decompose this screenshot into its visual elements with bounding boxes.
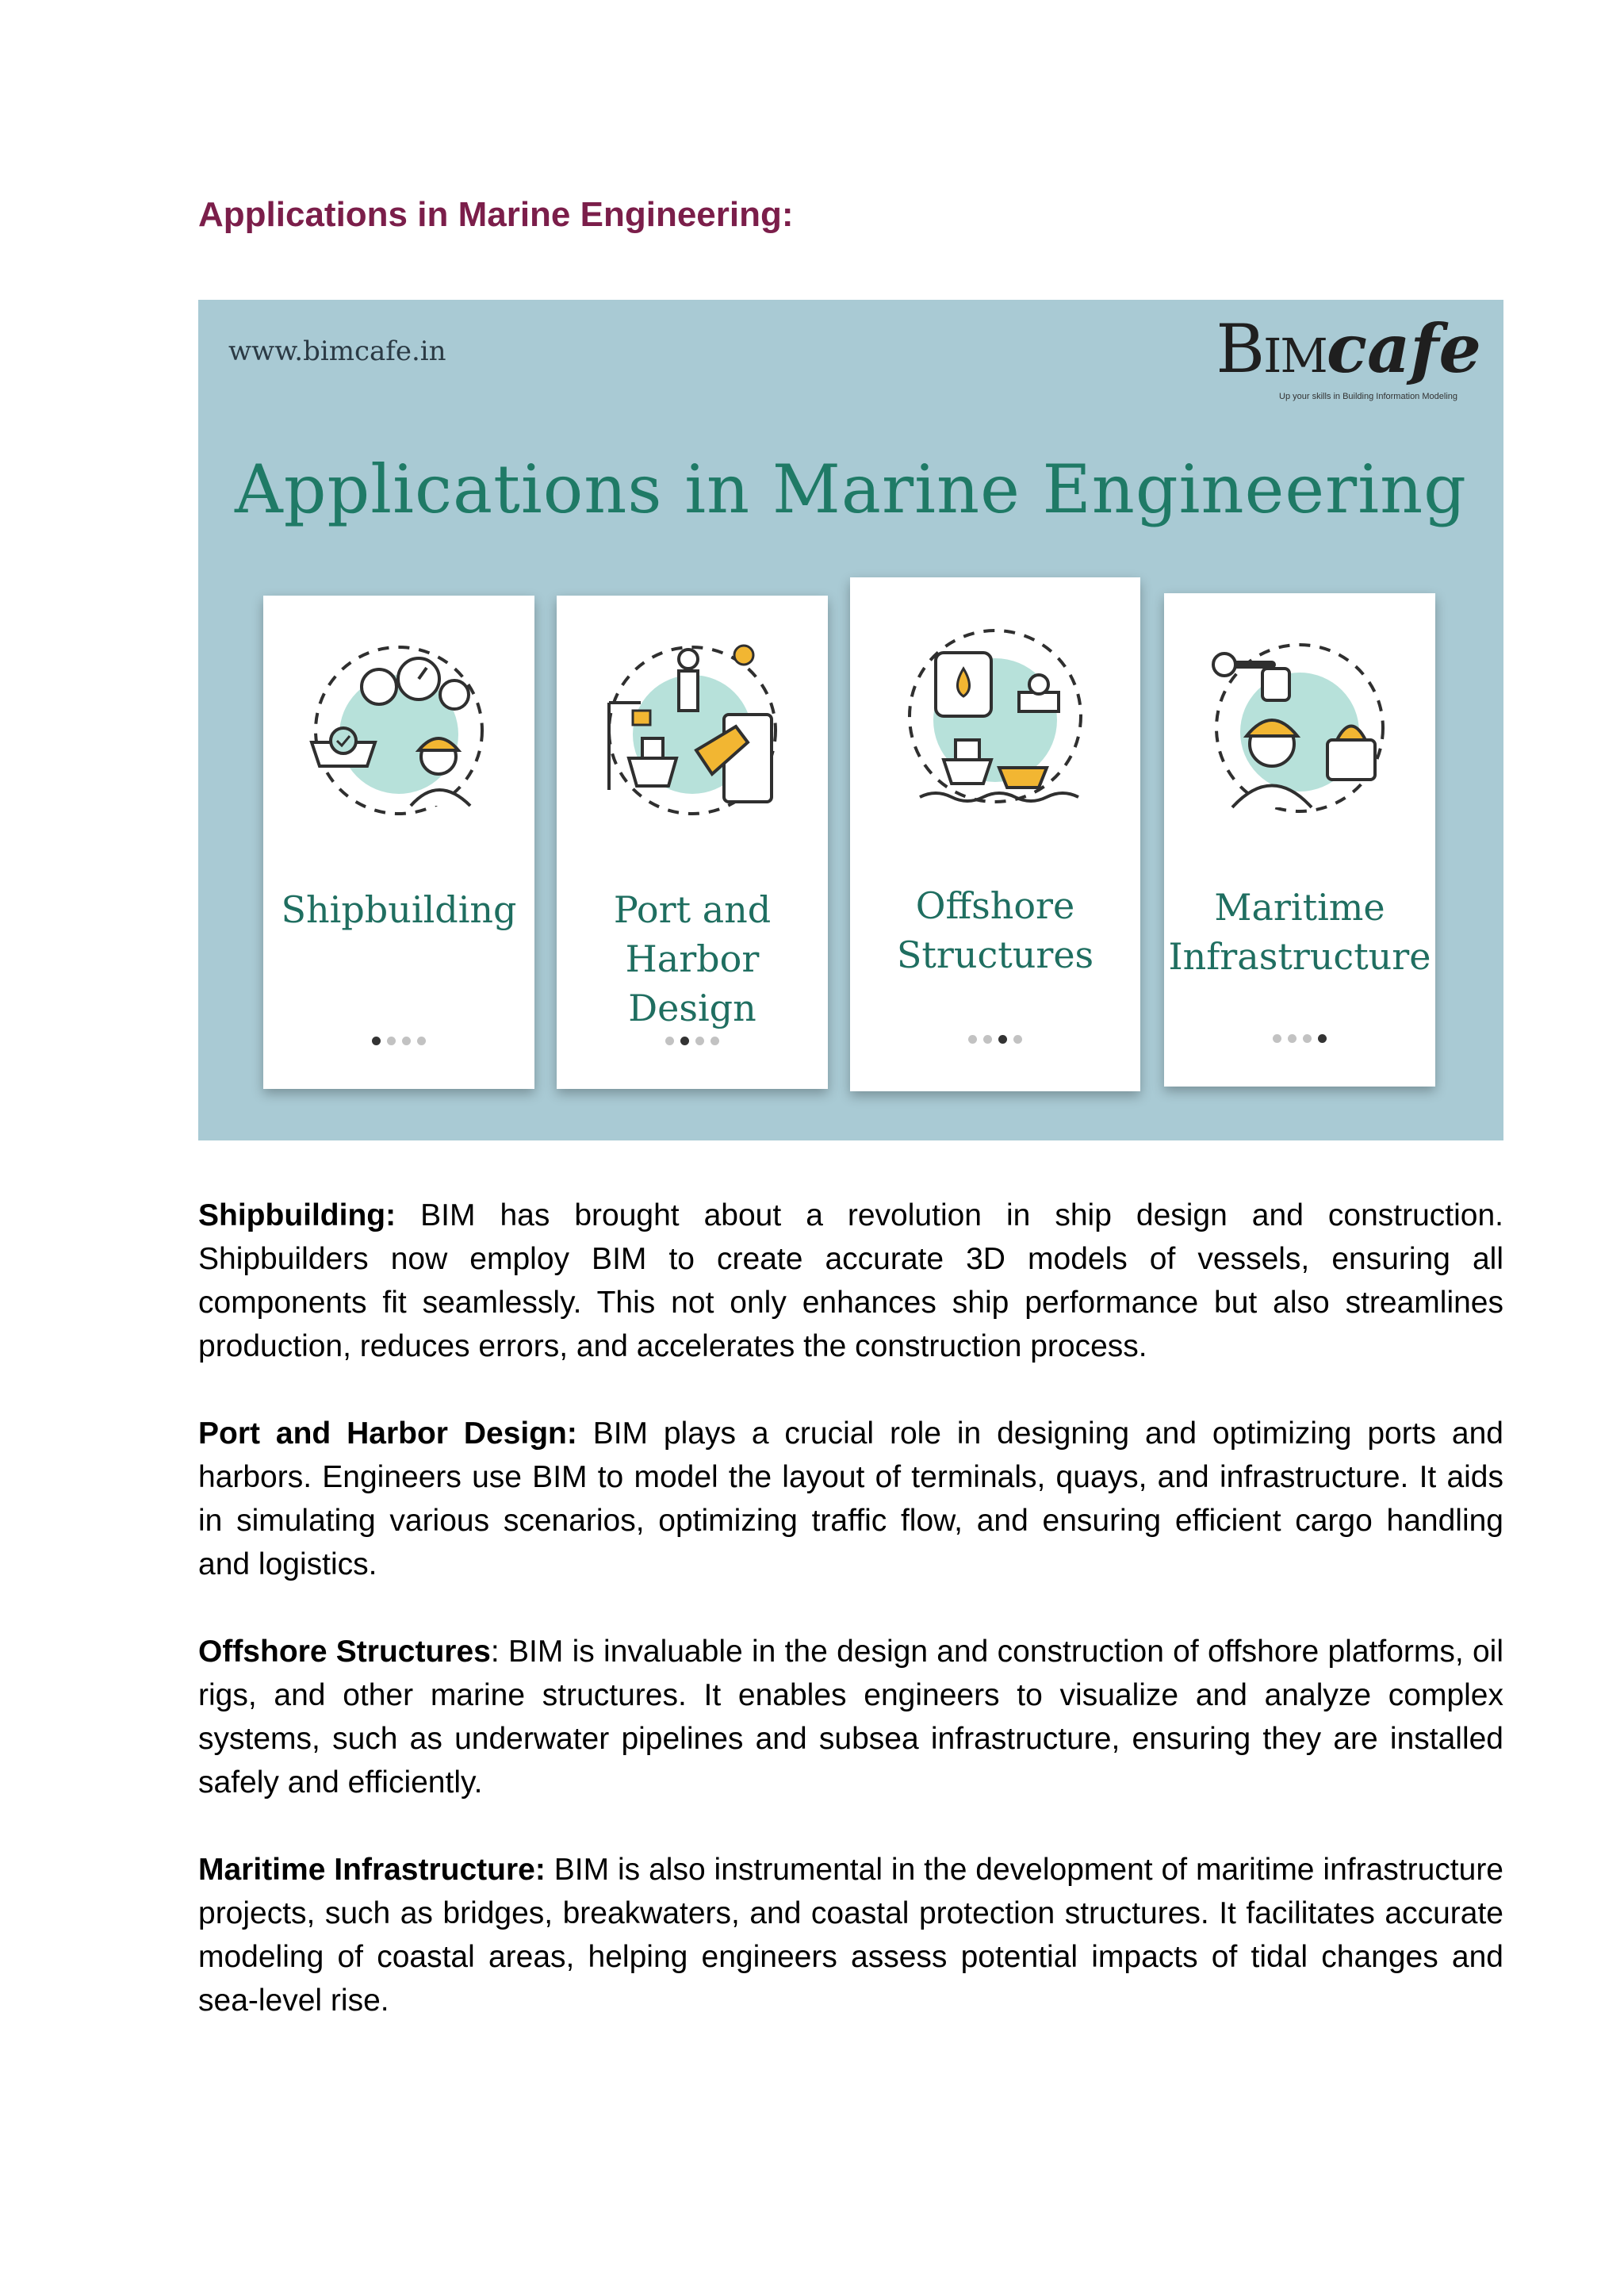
card-label-line1: Maritime: [1214, 886, 1385, 929]
pagination-dot: [1288, 1034, 1297, 1043]
paragraph-text: BIM is also instrumental in the development of maritime infrastructure projects, such as bridges, breakwaters, and coastal protection structures. It facilitates accurate modeling of coastal areas, helping engineers assess potential impacts of tidal changes and sea-level rise.: [198, 1853, 1503, 2018]
banner-title: Applications in Marine Engineering: [235, 450, 1467, 528]
logo-bim-text: Bim: [1216, 310, 1327, 388]
pagination-dots: [557, 1035, 828, 1049]
logo-wordmark: [1216, 309, 1481, 388]
card-label: [850, 881, 1140, 979]
card-label-line2: Infrastructure: [1168, 935, 1431, 979]
pagination-dots: [1164, 1033, 1435, 1047]
pagination-dot: [1303, 1034, 1312, 1043]
card-label: [263, 885, 534, 934]
pagination-dot: [387, 1037, 396, 1045]
paragraph-term: Shipbuilding:: [198, 1198, 396, 1232]
port-harbor-icon: [585, 639, 799, 822]
pagination-dot: [968, 1035, 977, 1044]
pagination-dot: [402, 1037, 411, 1045]
paragraph-offshore-structures: [198, 1630, 1503, 1804]
logo-cafe-text: cafe: [1326, 309, 1481, 388]
card-label: [1164, 883, 1435, 981]
pagination-dots: [263, 1035, 534, 1049]
offshore-structures-icon: [888, 621, 1102, 811]
maritime-infrastructure-icon: [1193, 637, 1407, 819]
pagination-dot: [695, 1037, 704, 1045]
card-label: [557, 885, 828, 1033]
pagination-dots: [850, 1033, 1140, 1048]
pagination-dot: [983, 1035, 992, 1044]
pagination-dot: [372, 1037, 381, 1045]
card-shipbuilding: [263, 596, 534, 1089]
card-label-line2: Harbor Design: [625, 937, 760, 1030]
logo-tagline: Up your skills in Building Information Modeling: [1279, 392, 1457, 401]
paragraph-term: Maritime Infrastructure:: [198, 1853, 546, 1887]
paragraph-shipbuilding: [198, 1194, 1503, 1368]
pagination-dot: [665, 1037, 674, 1045]
card-label-line1: Offshore: [915, 884, 1075, 927]
pagination-dot: [710, 1037, 719, 1045]
bimcafe-logo: [1212, 309, 1481, 427]
infographic-banner: [198, 300, 1503, 1140]
paragraph-text: BIM has brought about a revolution in ship design and construction. Shipbuilders now employ BIM to create accurate 3D models of vessels, ensuring all components fit seamlessly. This not only enhances ship performance but also streamlines production, reduces errors, and accelerates the construction process.: [198, 1198, 1503, 1363]
card-offshore-structures: [850, 577, 1140, 1091]
page-heading: Applications in Marine Engineering:: [198, 195, 794, 234]
paragraph-text: : BIM is invaluable in the design and construction of offshore platforms, oil rigs, and other marine structures. It enables engineers to visualize and analyze complex systems, such as underwater pipelines and subsea infrastructure, ensuring they are installed safely and efficiently.: [198, 1635, 1503, 1800]
paragraph-maritime-infrastructure: [198, 1848, 1503, 2022]
card-label-line2: Structures: [896, 933, 1094, 977]
banner-url: www.bimcafe.in: [228, 335, 446, 367]
paragraph-term: Port and Harbor Design:: [198, 1416, 577, 1451]
card-port-and-harbor-design: [557, 596, 828, 1089]
pagination-dot: [680, 1037, 689, 1045]
pagination-dot: [998, 1035, 1007, 1044]
paragraph-port-and-harbor-design: [198, 1412, 1503, 1586]
pagination-dot: [1013, 1035, 1022, 1044]
card-label-line1: Port and: [613, 888, 772, 931]
paragraph-term: Offshore Structures: [198, 1635, 491, 1669]
pagination-dot: [1318, 1034, 1327, 1043]
shipbuilding-icon: [292, 639, 506, 822]
paragraph-text: BIM plays a crucial role in designing and optimizing ports and harbors. Engineers use BIM to model the layout of terminals, quays, and infrastructure. It aids in simulating various scenarios, optimizing traffic flow, and ensuring efficient cargo handling and logistics.: [198, 1416, 1503, 1581]
card-maritime-infrastructure: [1164, 593, 1435, 1087]
card-label-line1: Shipbuilding: [281, 888, 517, 931]
pagination-dot: [1273, 1034, 1281, 1043]
pagination-dot: [417, 1037, 426, 1045]
